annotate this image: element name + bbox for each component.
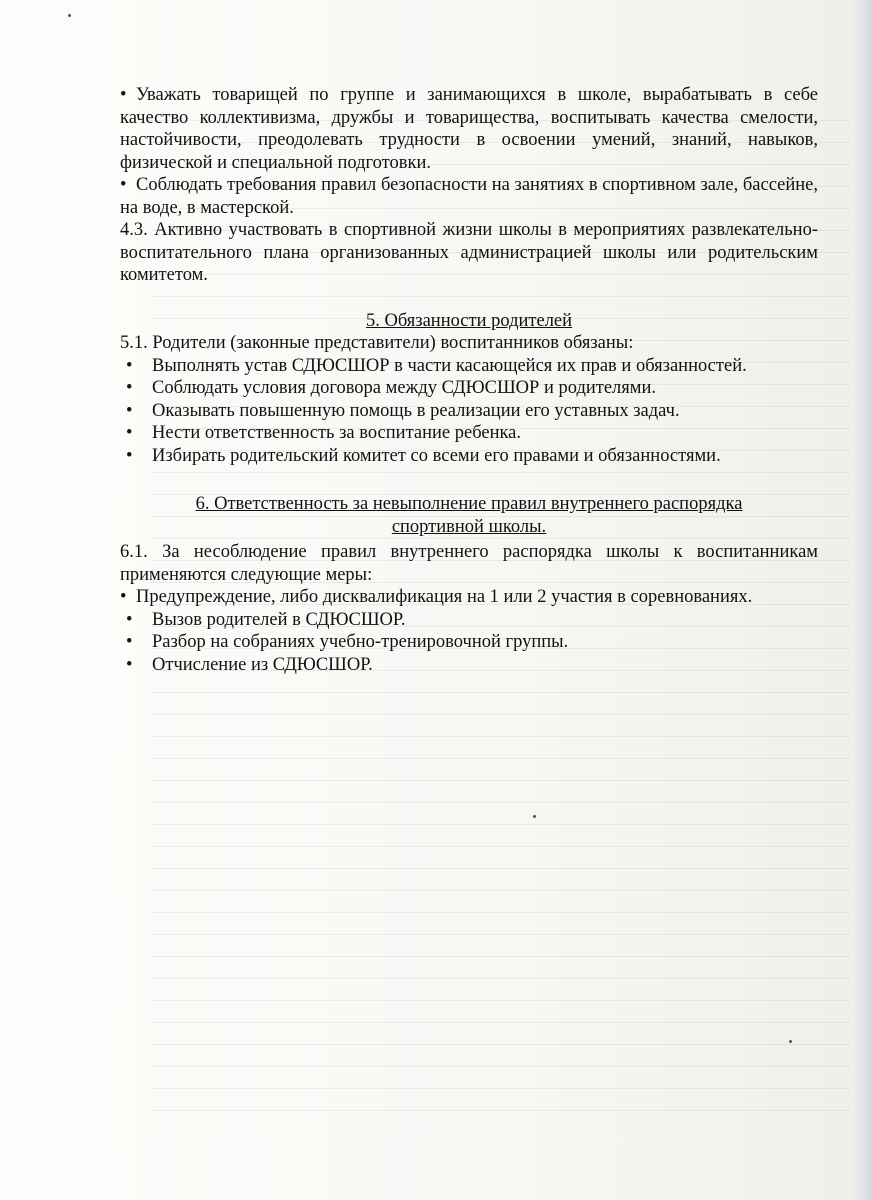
bullet-icon: • — [126, 378, 133, 398]
list-item: • Нести ответственность за воспитание ребенка. — [126, 423, 522, 443]
bullet-icon: • — [126, 400, 133, 421]
section-5-title: 5. Обязанности родителей — [365, 310, 573, 331]
page-edge-shadow — [852, 0, 872, 1200]
parent-duties-list — [120, 355, 818, 468]
scan-speck — [533, 815, 536, 818]
list-item: • Оказывать повышенную помощь в реализации его уставных задач. — [126, 400, 680, 421]
scan-speck — [789, 1040, 792, 1043]
scan-speck — [68, 14, 71, 17]
list-item: • Вызов родителей в СДЮСШОР. — [126, 609, 406, 630]
list-item: • Соблюдать условия договора между СДЮСШОР и родителями. — [126, 378, 657, 398]
bullet-icon: • — [120, 175, 127, 195]
list-item: • Предупреждение, либо дисквалификация на 1 или 2 участия в соревнованиях. — [120, 587, 753, 607]
bullet-icon: • — [120, 85, 127, 105]
bullet-icon: • — [126, 445, 133, 466]
document-body — [120, 84, 818, 676]
list-item: • Отчисление из СДЮСШОР. — [126, 654, 373, 675]
bullet-icon: • — [126, 609, 133, 630]
bullet-icon: • — [120, 587, 127, 607]
clause-4-3: 4.3. Активно участвовать в спортивной жизни школы в мероприятиях развлекательно-воспитательного плана организованных администрацией школы или родительским комитетом. — [120, 220, 818, 285]
bullet-icon: • — [126, 423, 133, 443]
rule-safety: • Соблюдать требования правил безопасности на занятиях в спортивном зале, бассейне, на воде, в мастерской. — [120, 175, 818, 218]
list-item: • Разбор на собраниях учебно-тренировочной группы. — [126, 632, 569, 652]
bullet-icon: • — [126, 654, 133, 675]
bullet-icon: • — [126, 632, 133, 652]
bullet-icon: • — [126, 355, 133, 376]
rule-respect-comrades: • Уважать товарищей по группе и занимающихся в школе, вырабатывать в себе качество коллективизма, дружбы и товарищества, воспитывать качества смелости, настойчивости, преодолевать трудности в освоении умений, знаний, навыков, физической и специальной подготовки. — [120, 85, 818, 173]
list-item: • Выполнять устав СДЮСШОР в части касающейся их прав и обязанностей. — [126, 355, 747, 376]
section-6-intro: 6.1. За несоблюдение правил внутреннего распорядка школы к воспитанникам применяются следующие меры: — [120, 542, 818, 585]
list-item: • Избирать родительский комитет со всеми его правами и обязанностями. — [126, 445, 721, 466]
measures-list — [120, 586, 818, 676]
section-5-intro: 5.1. Родители (законные представители) воспитанников обязаны: — [120, 333, 634, 353]
section-6-title: 6. Ответственность за невыполнение правил внутреннего распорядка спортивной школы. — [195, 494, 743, 537]
